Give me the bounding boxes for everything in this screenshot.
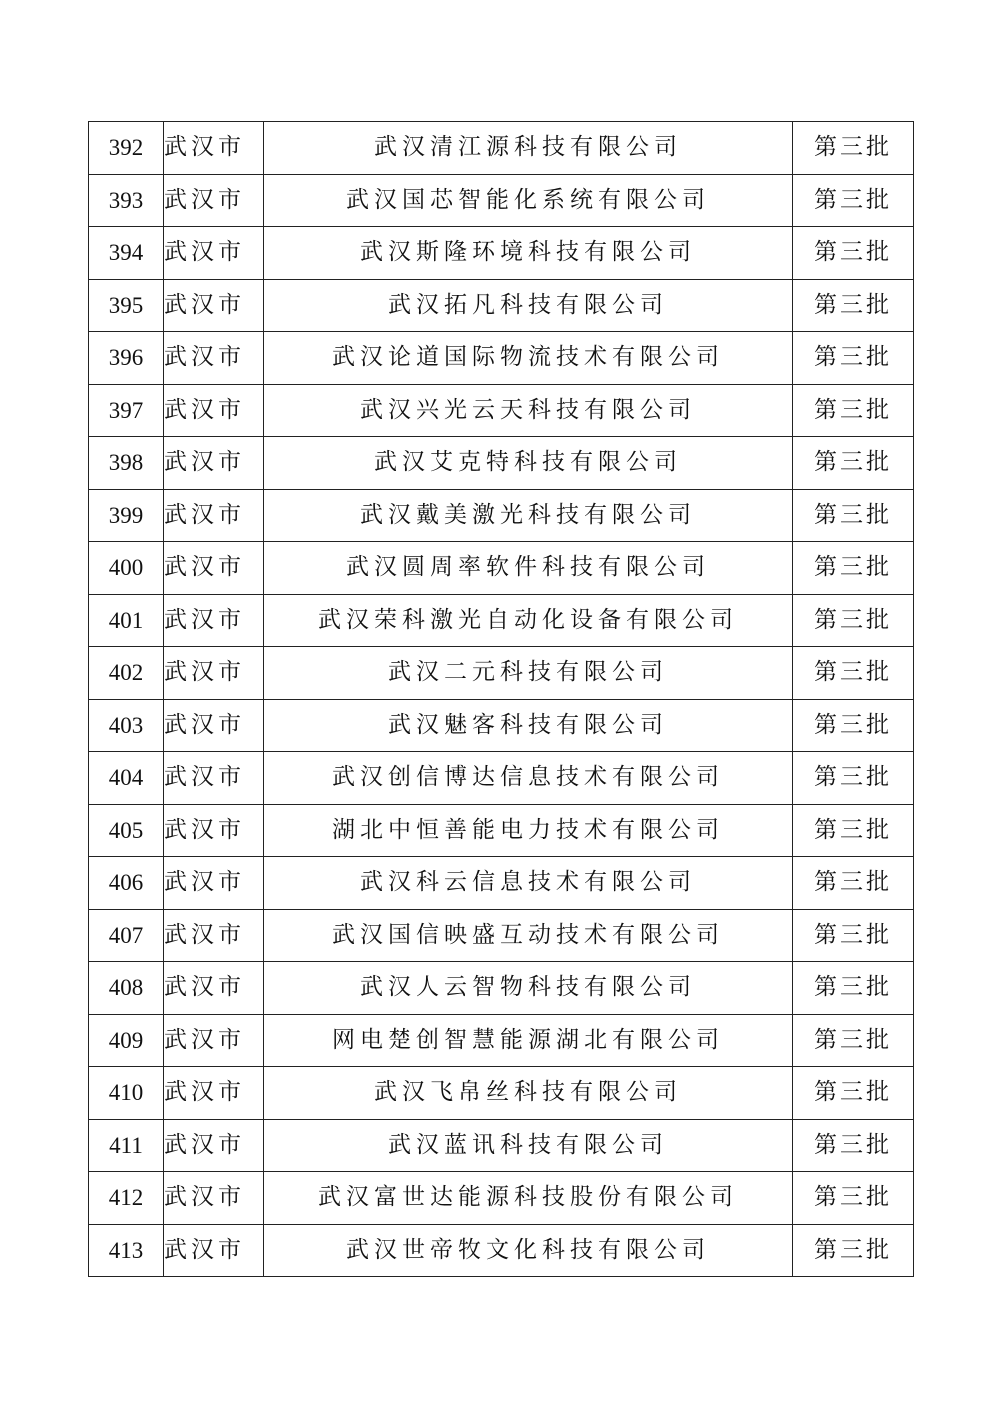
row-city: 武汉市 xyxy=(164,804,264,857)
row-company-name: 武汉斯隆环境科技有限公司 xyxy=(264,227,793,280)
row-city: 武汉市 xyxy=(164,227,264,280)
row-city: 武汉市 xyxy=(164,594,264,647)
table-row xyxy=(89,909,914,962)
row-batch: 第三批 xyxy=(793,594,914,647)
row-number: 404 xyxy=(89,752,164,805)
table-row xyxy=(89,174,914,227)
table-row xyxy=(89,804,914,857)
row-company-name: 武汉创信博达信息技术有限公司 xyxy=(264,752,793,805)
row-company-name: 武汉富世达能源科技股份有限公司 xyxy=(264,1172,793,1225)
row-city: 武汉市 xyxy=(164,332,264,385)
row-number: 411 xyxy=(89,1119,164,1172)
row-company-name: 武汉戴美激光科技有限公司 xyxy=(264,489,793,542)
row-batch: 第三批 xyxy=(793,542,914,595)
table-row xyxy=(89,1067,914,1120)
row-number: 399 xyxy=(89,489,164,542)
row-number: 396 xyxy=(89,332,164,385)
table-row xyxy=(89,279,914,332)
row-batch: 第三批 xyxy=(793,332,914,385)
row-city: 武汉市 xyxy=(164,1014,264,1067)
row-company-name: 武汉拓凡科技有限公司 xyxy=(264,279,793,332)
row-company-name: 武汉圆周率软件科技有限公司 xyxy=(264,542,793,595)
row-city: 武汉市 xyxy=(164,122,264,175)
row-number: 413 xyxy=(89,1224,164,1277)
table-row xyxy=(89,542,914,595)
table-row xyxy=(89,227,914,280)
row-batch: 第三批 xyxy=(793,962,914,1015)
row-city: 武汉市 xyxy=(164,1119,264,1172)
table-row xyxy=(89,332,914,385)
row-number: 392 xyxy=(89,122,164,175)
row-company-name: 武汉飞帛丝科技有限公司 xyxy=(264,1067,793,1120)
row-city: 武汉市 xyxy=(164,1067,264,1120)
row-city: 武汉市 xyxy=(164,962,264,1015)
row-city: 武汉市 xyxy=(164,542,264,595)
row-number: 406 xyxy=(89,857,164,910)
row-batch: 第三批 xyxy=(793,489,914,542)
row-company-name: 武汉蓝讯科技有限公司 xyxy=(264,1119,793,1172)
row-batch: 第三批 xyxy=(793,804,914,857)
table-row xyxy=(89,1172,914,1225)
row-city: 武汉市 xyxy=(164,489,264,542)
row-batch: 第三批 xyxy=(793,1119,914,1172)
row-batch: 第三批 xyxy=(793,437,914,490)
row-batch: 第三批 xyxy=(793,699,914,752)
table-row xyxy=(89,1119,914,1172)
row-number: 394 xyxy=(89,227,164,280)
row-batch: 第三批 xyxy=(793,1224,914,1277)
table-row xyxy=(89,962,914,1015)
row-number: 401 xyxy=(89,594,164,647)
row-number: 403 xyxy=(89,699,164,752)
row-city: 武汉市 xyxy=(164,384,264,437)
row-batch: 第三批 xyxy=(793,647,914,700)
row-batch: 第三批 xyxy=(793,1172,914,1225)
row-company-name: 武汉论道国际物流技术有限公司 xyxy=(264,332,793,385)
row-number: 405 xyxy=(89,804,164,857)
row-city: 武汉市 xyxy=(164,647,264,700)
row-number: 409 xyxy=(89,1014,164,1067)
row-batch: 第三批 xyxy=(793,122,914,175)
row-company-name: 武汉世帝牧文化科技有限公司 xyxy=(264,1224,793,1277)
row-company-name: 湖北中恒善能电力技术有限公司 xyxy=(264,804,793,857)
row-number: 410 xyxy=(89,1067,164,1120)
row-company-name: 武汉国信映盛互动技术有限公司 xyxy=(264,909,793,962)
table-row xyxy=(89,647,914,700)
table-row xyxy=(89,437,914,490)
row-company-name: 武汉科云信息技术有限公司 xyxy=(264,857,793,910)
row-number: 408 xyxy=(89,962,164,1015)
table-body xyxy=(89,122,914,1277)
row-number: 412 xyxy=(89,1172,164,1225)
row-number: 407 xyxy=(89,909,164,962)
row-company-name: 网电楚创智慧能源湖北有限公司 xyxy=(264,1014,793,1067)
row-batch: 第三批 xyxy=(793,857,914,910)
row-number: 398 xyxy=(89,437,164,490)
enterprise-table xyxy=(88,121,914,1277)
row-number: 393 xyxy=(89,174,164,227)
row-city: 武汉市 xyxy=(164,174,264,227)
row-batch: 第三批 xyxy=(793,227,914,280)
table-row xyxy=(89,122,914,175)
row-city: 武汉市 xyxy=(164,857,264,910)
row-company-name: 武汉国芯智能化系统有限公司 xyxy=(264,174,793,227)
row-city: 武汉市 xyxy=(164,752,264,805)
row-batch: 第三批 xyxy=(793,279,914,332)
row-city: 武汉市 xyxy=(164,279,264,332)
table-row xyxy=(89,489,914,542)
row-company-name: 武汉人云智物科技有限公司 xyxy=(264,962,793,1015)
row-city: 武汉市 xyxy=(164,1172,264,1225)
row-city: 武汉市 xyxy=(164,699,264,752)
row-city: 武汉市 xyxy=(164,1224,264,1277)
row-batch: 第三批 xyxy=(793,1014,914,1067)
row-company-name: 武汉魅客科技有限公司 xyxy=(264,699,793,752)
row-company-name: 武汉清江源科技有限公司 xyxy=(264,122,793,175)
table-row xyxy=(89,1014,914,1067)
table-row xyxy=(89,857,914,910)
row-batch: 第三批 xyxy=(793,174,914,227)
row-company-name: 武汉二元科技有限公司 xyxy=(264,647,793,700)
row-city: 武汉市 xyxy=(164,909,264,962)
row-number: 397 xyxy=(89,384,164,437)
table-row xyxy=(89,594,914,647)
row-number: 395 xyxy=(89,279,164,332)
table-row xyxy=(89,752,914,805)
row-number: 400 xyxy=(89,542,164,595)
row-company-name: 武汉兴光云天科技有限公司 xyxy=(264,384,793,437)
row-batch: 第三批 xyxy=(793,909,914,962)
row-company-name: 武汉荣科激光自动化设备有限公司 xyxy=(264,594,793,647)
row-number: 402 xyxy=(89,647,164,700)
row-company-name: 武汉艾克特科技有限公司 xyxy=(264,437,793,490)
row-batch: 第三批 xyxy=(793,752,914,805)
row-city: 武汉市 xyxy=(164,437,264,490)
table-row xyxy=(89,384,914,437)
table-row xyxy=(89,699,914,752)
table-row xyxy=(89,1224,914,1277)
row-batch: 第三批 xyxy=(793,1067,914,1120)
row-batch: 第三批 xyxy=(793,384,914,437)
